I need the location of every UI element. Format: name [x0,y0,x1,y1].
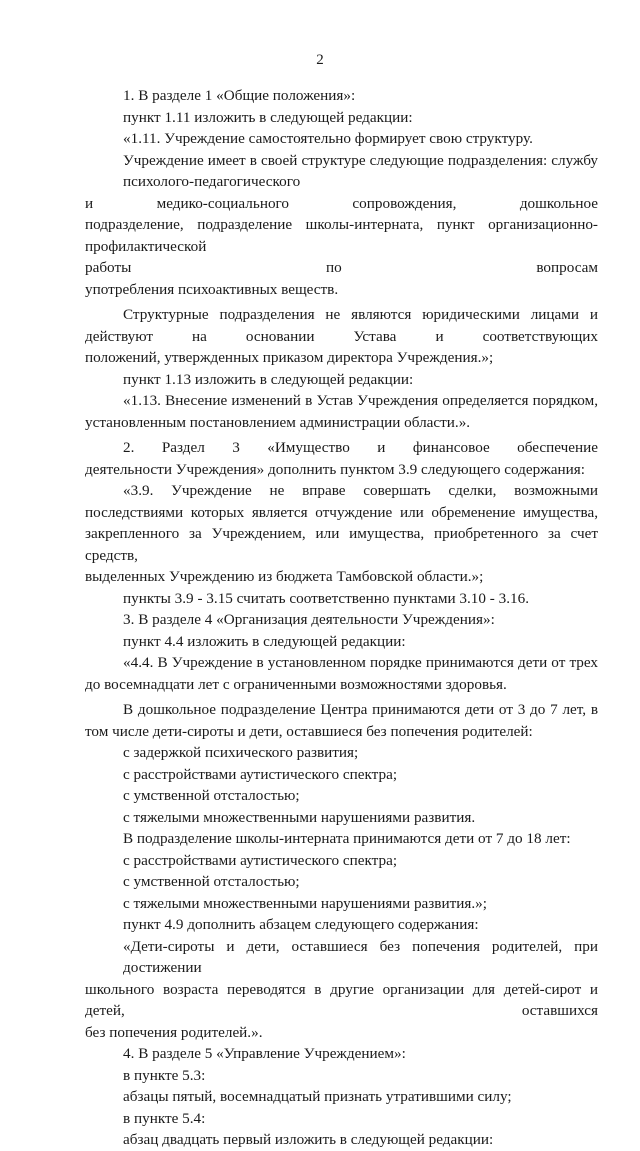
paragraph-p3: «1.11. Учреждение самостоятельно формирует свою структуру. [123,130,533,147]
document-body [85,85,598,1151]
paragraph-p23: пункт 4.9 дополнить абзацем следующего содержания: [123,916,479,933]
paragraph-p9: «3.9. Учреждение не вправе совершать сделки, возможными последствиями которых является отчуждение или обременение имущества, закрепленного за Учреждением, или имущества, приобретенного за счет средств, выделенных Учреждению из бюджета Тамбовской области.»; [85,482,598,585]
paragraph-p21: с умственной отсталостью; [123,873,300,890]
paragraph-p7: «1.13. Внесение изменений в Устав Учреждения определяется порядком, установленным постановлением администрации области.». [85,392,598,431]
paragraph-p28: в пункте 5.4: [123,1109,206,1127]
paragraph-p25: 4. В разделе 5 «Управление Учреждением»: [123,1045,406,1062]
paragraph-p11: 3. В разделе 4 «Организация деятельности Учреждения»: [123,611,495,628]
paragraph-p5: Структурные подразделения не являются юридическими лицами и действуют на основании Устава и соответствующих положений, утвержденных приказом директора Учреждения.»; [85,306,598,366]
paragraph-p15: с задержкой психического развития; [123,744,359,761]
paragraph-p24: «Дети-сироты и дети, оставшиеся без попечения родителей, при достижении школьного возраста переводятся в другие организации для детей-сирот и детей, оставшихся без попечения родителей.». [85,937,598,1041]
paragraph-p18: с тяжелыми множественными нарушениями развития. [123,808,476,826]
paragraph-p22: с тяжелыми множественными нарушениями развития.»; [123,894,487,912]
paragraph-p14: В дошкольное подразделение Центра принимаются дети от 3 до 7 лет, в том числе дети-сироты и дети, оставшиеся без попечения родителей: [85,701,598,740]
paragraph-p26: в пункте 5.3: [123,1066,206,1084]
paragraph-p10: пункты 3.9 - 3.15 считать соответственно пунктами 3.10 - 3.16. [123,589,529,607]
paragraph-p19: В подразделение школы-интерната принимаются дети от 7 до 18 лет: [123,830,571,847]
paragraph-p1: 1. В разделе 1 «Общие положения»: [123,87,356,104]
paragraph-p17: с умственной отсталостью; [123,787,300,804]
paragraph-p2: пункт 1.11 изложить в следующей редакции: [123,108,413,126]
paragraph-p8: 2. Раздел 3 «Имущество и финансовое обеспечение деятельности Учреждения» дополнить пунктом 3.9 следующего содержания: [85,439,598,478]
paragraph-p13: «4.4. В Учреждение в установленном порядке принимаются дети от трех до восемнадцати лет с ограниченными возможностями здоровья. [85,654,598,693]
paragraph-p29: абзац двадцать первый изложить в следующей редакции: [123,1131,494,1148]
paragraph-p12: пункт 4.4 изложить в следующей редакции: [123,632,406,650]
paragraph-p6: пункт 1.13 изложить в следующей редакции: [123,370,414,388]
paragraph-p27: абзацы пятый, восемнадцатый признать утратившими силу; [123,1088,512,1105]
paragraph-p16: с расстройствами аутистического спектра; [123,765,398,783]
paragraph-p4: Учреждение имеет в своей структуре следующие подразделения: службу психолого-педагогического и медико-социального сопровождения, дошкольное подразделение, подразделение школы-интерната, пункт организационно-профилактической работы по вопросам употребления психоактивных веществ. [85,151,598,298]
paragraph-p20: с расстройствами аутистического спектра; [123,851,398,869]
page-number: 2 [316,52,324,68]
